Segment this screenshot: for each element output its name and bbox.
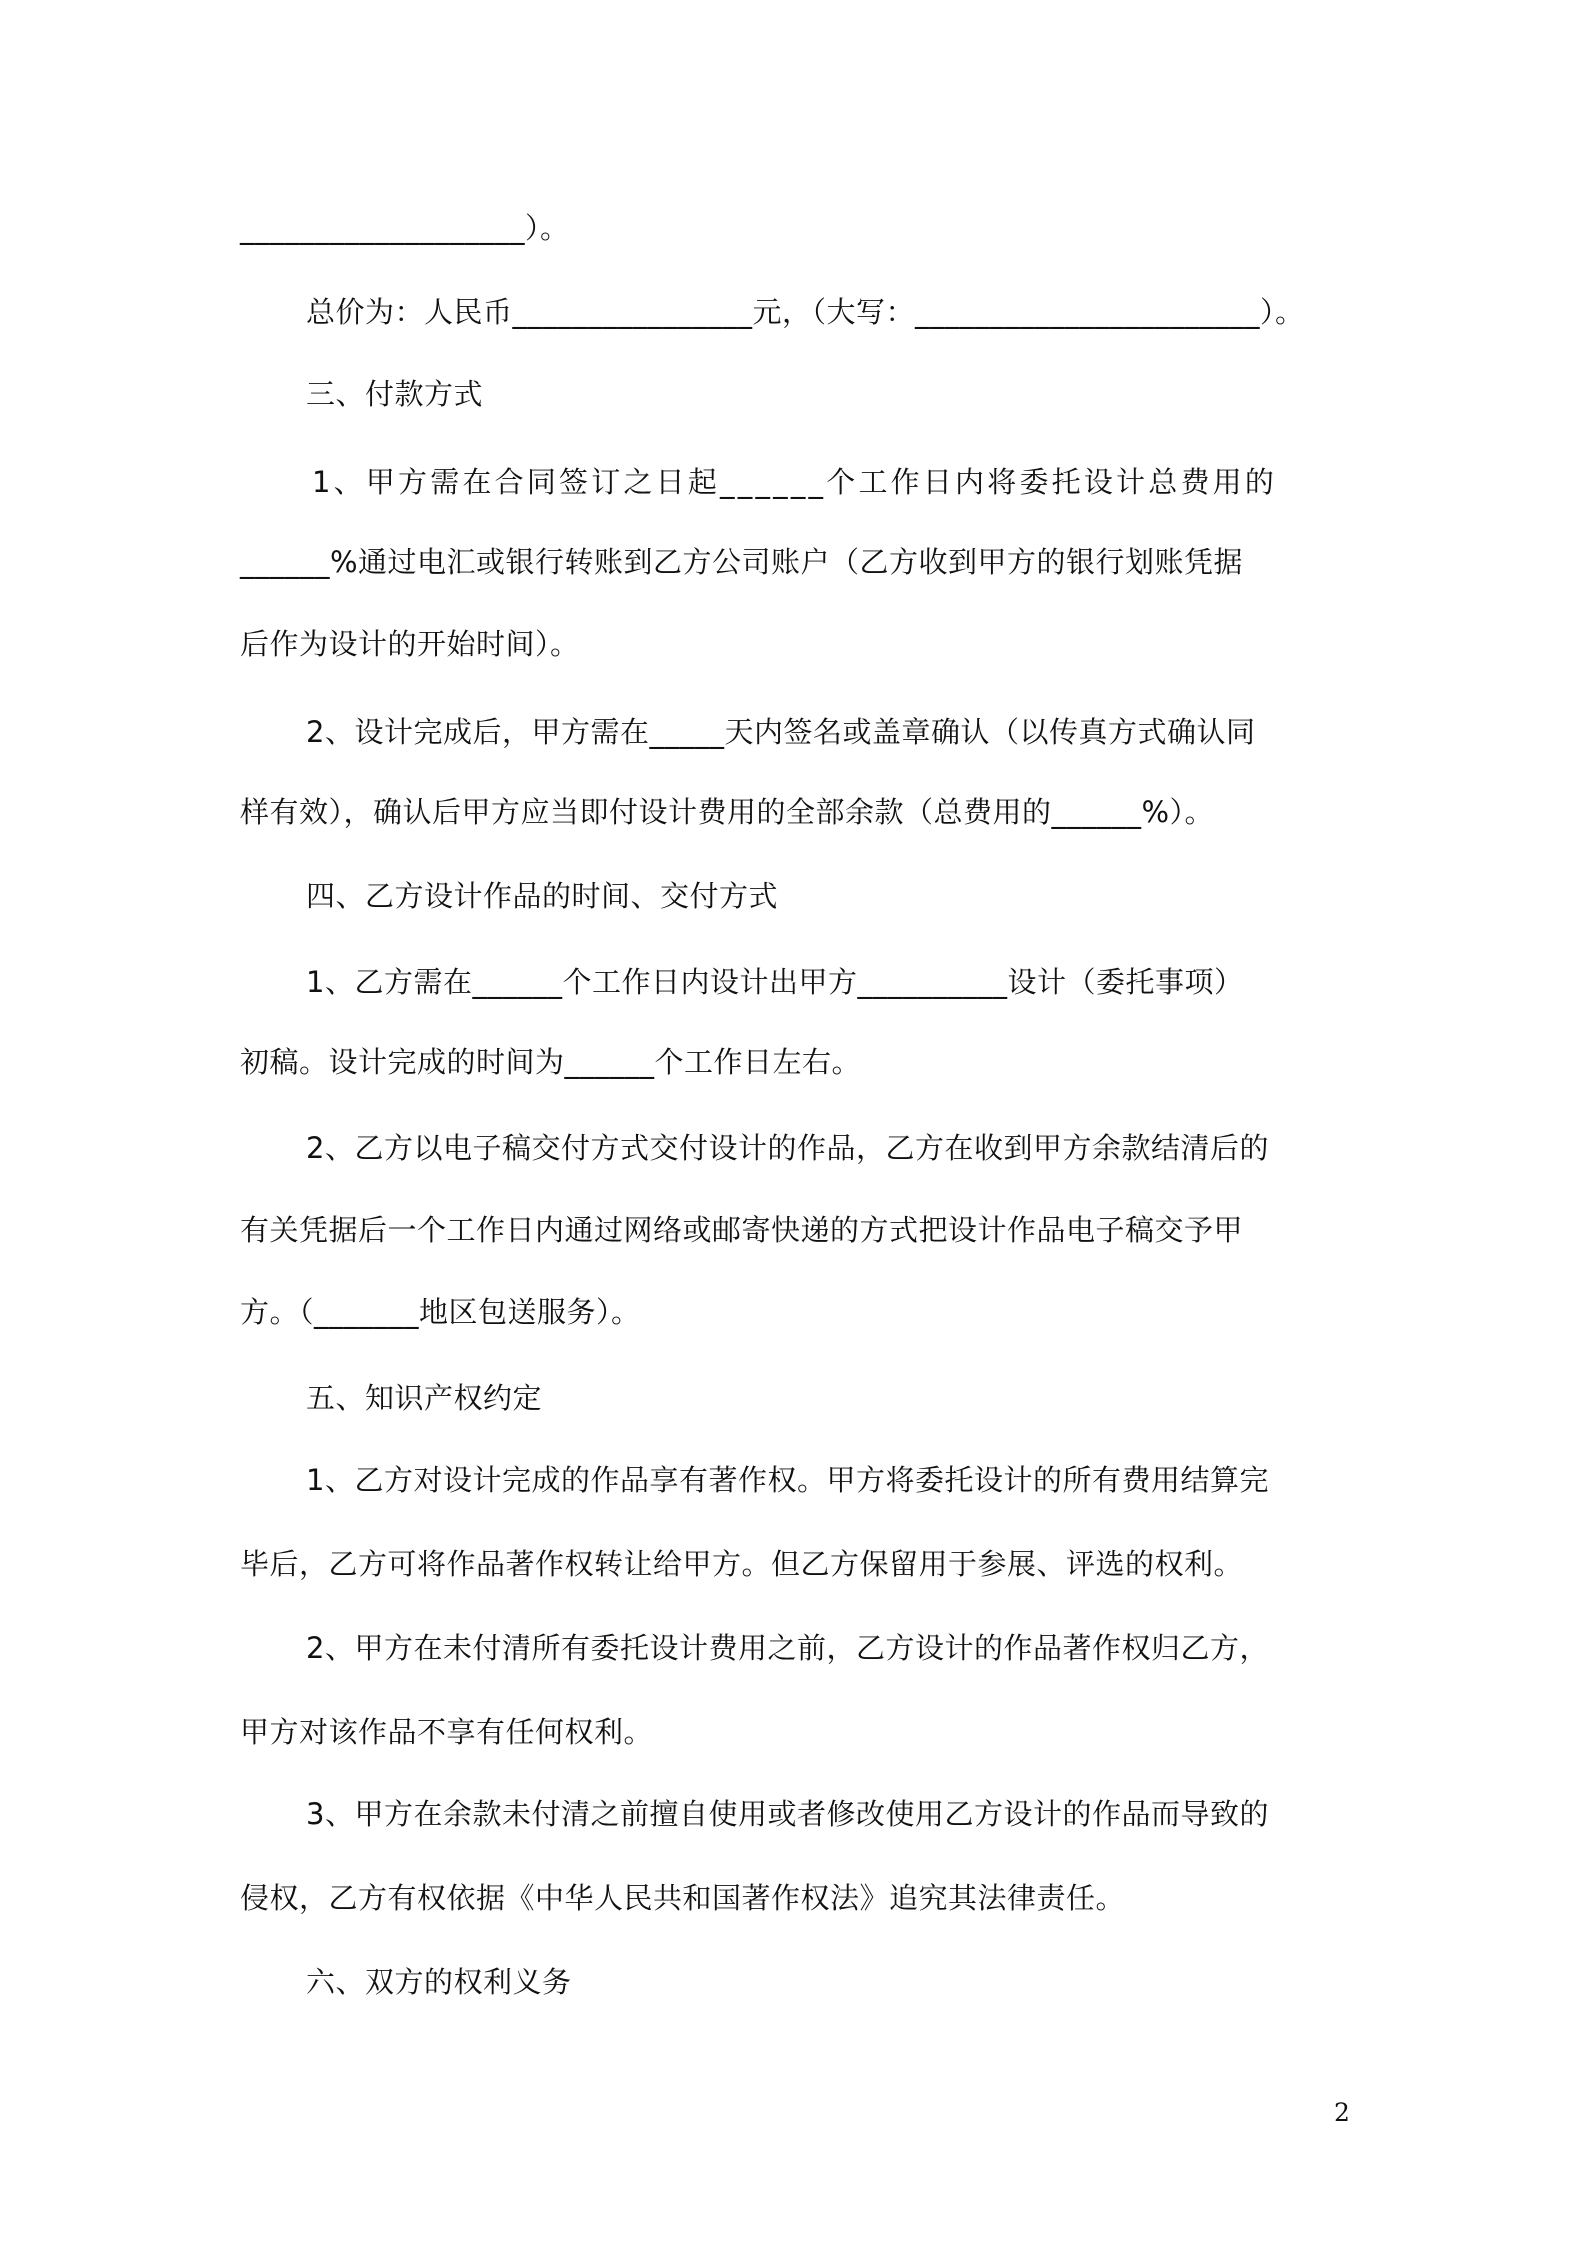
text-line: 样有效），确认后甲方应当即付设计费用的全部余款（总费用的______%）。 [240, 795, 1215, 829]
text-line: 方。（_______地区包送服务）。 [240, 1295, 641, 1329]
section-heading: 三、付款方式 [306, 377, 484, 411]
text-line: 甲方对该作品不享有任何权利。 [240, 1715, 654, 1749]
text-line: 后作为设计的开始时间）。 [240, 627, 580, 661]
text-line: 1、甲方需在合同签订之日起______个工作日内将委托设计总费用的 [312, 465, 1278, 499]
text-line: 1、乙方对设计完成的作品享有著作权。甲方将委托设计的所有费用结算完 [306, 1463, 1269, 1497]
text-line: 总价为：人民币________________元，（大写：_______________________）。 [306, 295, 1305, 329]
section-heading: 四、乙方设计作品的时间、交付方式 [306, 879, 779, 913]
page-number: 2 [1334, 2098, 1350, 2127]
text-line: 2、甲方在未付清所有委托设计费用之前，乙方设计的作品著作权归乙方， [306, 1631, 1269, 1665]
text-line: 2、设计完成后，甲方需在_____天内签名或盖章确认（以传真方式确认同 [306, 715, 1256, 749]
text-line: 毕后，乙方可将作品著作权转让给甲方。但乙方保留用于参展、评选的权利。 [240, 1547, 1244, 1581]
section-heading: 六、双方的权利义务 [306, 1965, 572, 1999]
text-line: 3、甲方在余款未付清之前擅自使用或者修改使用乙方设计的作品而导致的 [306, 1797, 1269, 1831]
text-line: ___________________）。 [240, 211, 570, 245]
text-line: 有关凭据后一个工作日内通过网络或邮寄快递的方式把设计作品电子稿交予甲 [240, 1213, 1244, 1247]
text-line: ______%通过电汇或银行转账到乙方公司账户（乙方收到甲方的银行划账凭据 [240, 545, 1244, 579]
text-line: 侵权，乙方有权依据《中华人民共和国著作权法》追究其法律责任。 [240, 1881, 1126, 1915]
text-line: 1、乙方需在______个工作日内设计出甲方__________设计（委托事项） [306, 965, 1244, 999]
section-heading: 五、知识产权约定 [306, 1381, 543, 1415]
text-line: 初稿。设计完成的时间为______个工作日左右。 [240, 1045, 862, 1079]
text-line: 2、乙方以电子稿交付方式交付设计的作品，乙方在收到甲方余款结清后的 [306, 1131, 1269, 1165]
